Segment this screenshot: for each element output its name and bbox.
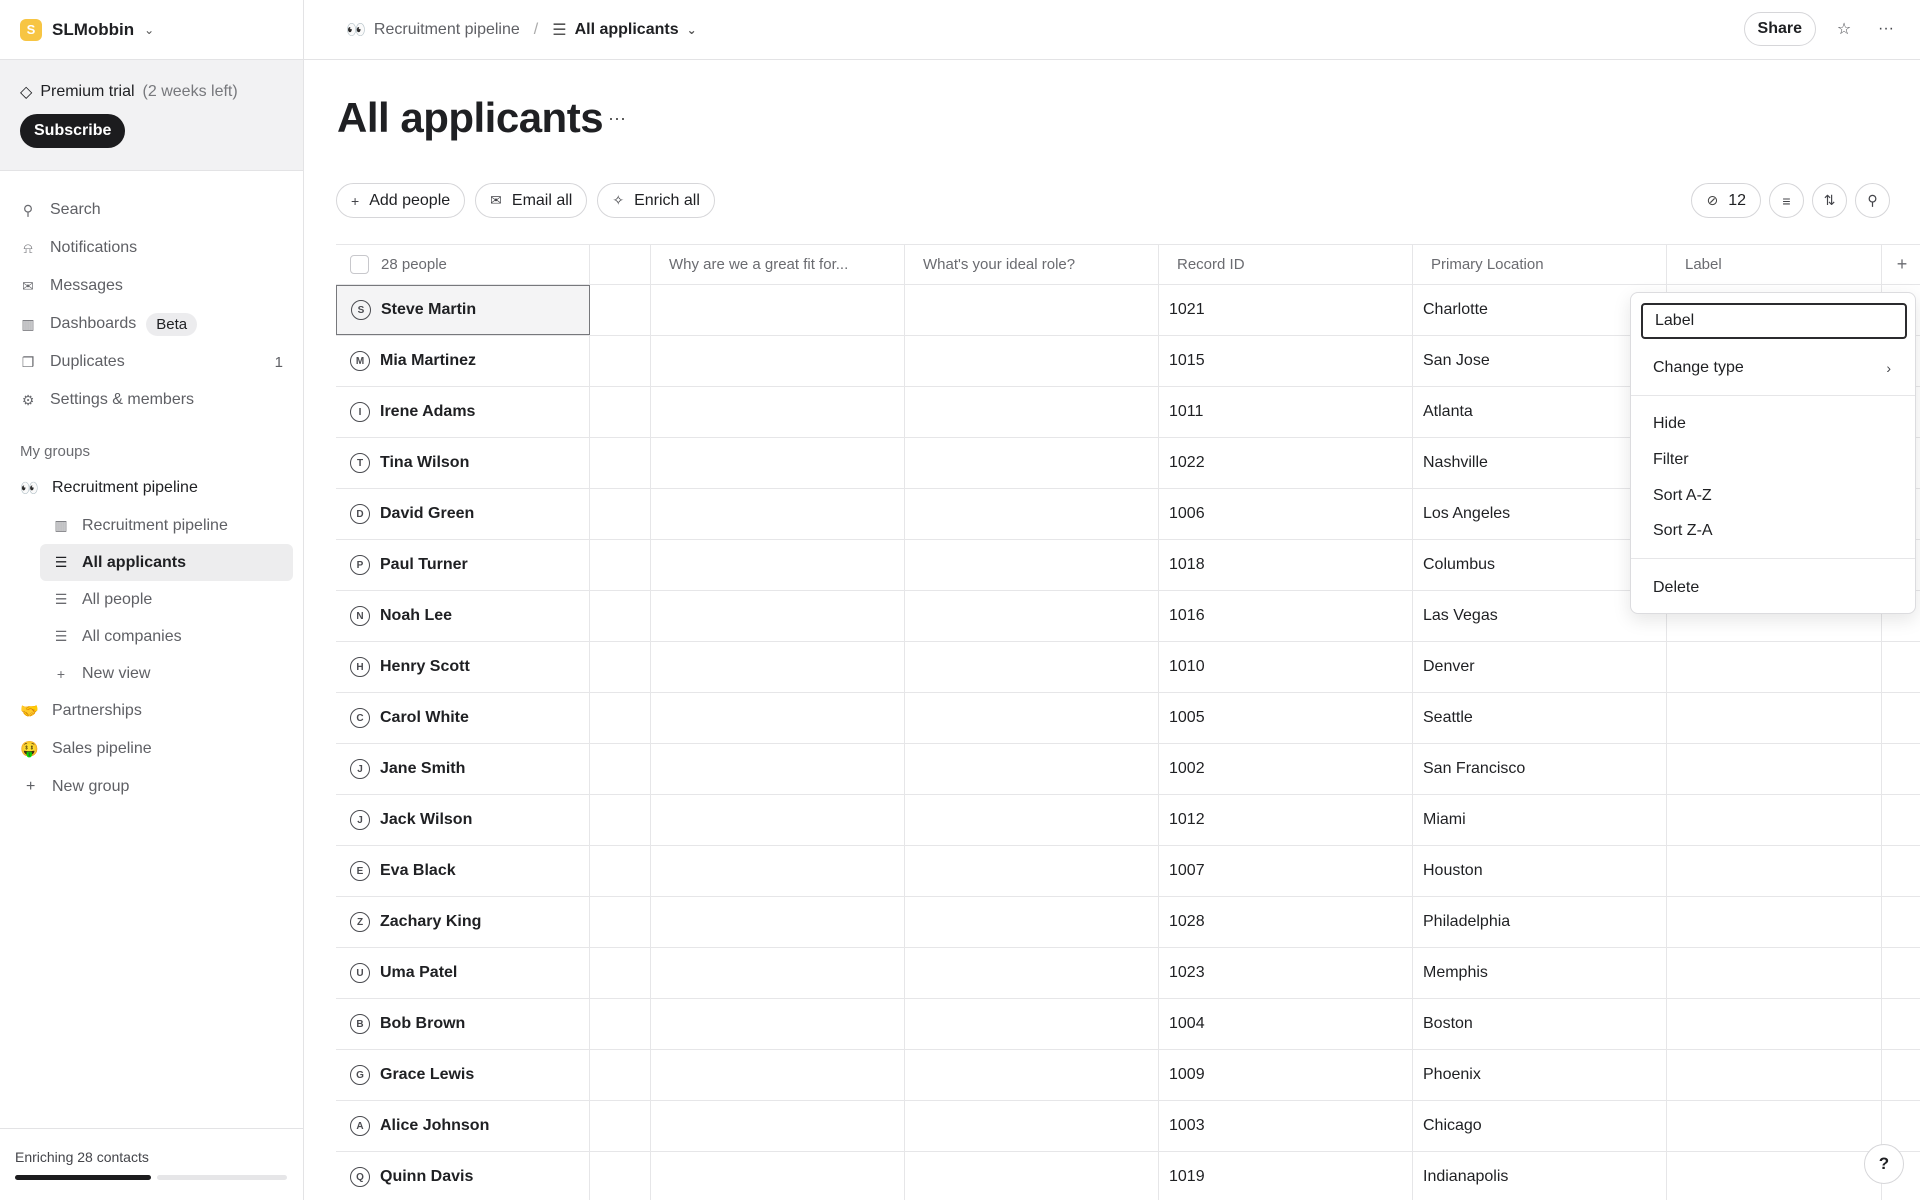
person-name: Grace Lewis (380, 1066, 475, 1083)
ideal-role-cell[interactable] (905, 387, 1159, 437)
sort-icon[interactable]: ⇅ (1812, 183, 1847, 218)
ideal-role-cell[interactable] (905, 1152, 1159, 1200)
workspace-name: SLMobbin (52, 19, 135, 39)
blank-cell[interactable] (590, 1101, 651, 1151)
search-icon: ⚲ (22, 201, 34, 218)
breadcrumb-current-label: All applicants (574, 20, 679, 38)
person-name: Quinn Davis (380, 1168, 474, 1185)
view-item-label: All applicants (82, 553, 187, 571)
table-row[interactable] (336, 693, 1920, 744)
table-row[interactable] (336, 1050, 1920, 1101)
main-nav (0, 171, 303, 419)
workspace-logo: S (20, 19, 42, 41)
great-fit-cell[interactable] (651, 540, 905, 590)
breadcrumb-separator: / (533, 20, 539, 38)
primary-location-cell[interactable]: Los Angeles (1413, 489, 1667, 539)
eye-off-icon: ⊘ (1706, 192, 1719, 208)
great-fit-cell[interactable] (651, 1101, 905, 1151)
nav-item-label: Dashboards (50, 315, 137, 332)
board-view-icon: ▥ (54, 517, 68, 533)
table-row[interactable] (336, 744, 1920, 795)
change-type-label: Change type (1653, 359, 1744, 376)
blank-cell[interactable] (590, 540, 651, 590)
person-name: Tina Wilson (380, 454, 470, 471)
eyes-emoji-icon: 👀 (20, 480, 39, 497)
delete-menu-item[interactable]: Delete (1653, 579, 1700, 596)
person-name: Noah Lee (380, 607, 453, 624)
record-id-cell[interactable]: 1006 (1159, 489, 1413, 539)
blank-cell[interactable] (590, 336, 651, 386)
ideal-role-cell[interactable] (905, 489, 1159, 539)
blank-cell[interactable] (590, 744, 651, 794)
record-id-cell[interactable]: 1005 (1159, 693, 1413, 743)
ideal-role-cell[interactable] (905, 1050, 1159, 1100)
view-controls (1691, 183, 1890, 218)
header-ideal-role[interactable]: What's your ideal role? (905, 245, 1159, 284)
avatar: Q (350, 1167, 370, 1187)
people-count: 28 people (381, 256, 447, 273)
groups-heading: My groups (20, 443, 91, 460)
person-name-cell[interactable] (336, 387, 590, 437)
table-row[interactable] (336, 795, 1920, 846)
label-cell[interactable] (1667, 1101, 1882, 1151)
view-item-label: All people (82, 590, 153, 608)
table-row[interactable] (336, 897, 1920, 948)
avatar: I (350, 402, 370, 422)
blank-cell[interactable] (590, 1050, 651, 1100)
nav-item-duplicates[interactable] (0, 343, 303, 381)
label-cell[interactable] (1667, 999, 1882, 1049)
great-fit-cell[interactable] (651, 285, 905, 335)
table-row[interactable] (336, 846, 1920, 897)
add-people-button[interactable] (336, 183, 465, 218)
person-name-cell[interactable] (336, 336, 590, 386)
record-id-cell[interactable]: 1021 (1159, 285, 1413, 335)
avatar: T (350, 453, 370, 473)
person-name: Henry Scott (380, 658, 470, 675)
workspace-switcher[interactable] (0, 0, 303, 60)
money-face-emoji-icon: 🤑 (20, 741, 39, 758)
primary-location-cell[interactable]: Atlanta (1413, 387, 1667, 437)
table-row[interactable] (336, 948, 1920, 999)
avatar: U (350, 963, 370, 983)
blank-cell[interactable] (590, 1152, 651, 1200)
avatar: G (350, 1065, 370, 1085)
progress-done (15, 1175, 151, 1180)
blank-cell[interactable] (590, 591, 651, 641)
nav-item-label: Settings & members (50, 391, 195, 408)
bell-icon: ⍾ (23, 239, 33, 256)
record-id-cell[interactable]: 1002 (1159, 744, 1413, 794)
ideal-role-cell[interactable] (905, 744, 1159, 794)
view-item-all-applicants[interactable] (40, 544, 293, 581)
plus-icon: + (26, 778, 36, 795)
person-name: David Green (380, 505, 475, 522)
primary-location-cell[interactable]: Seattle (1413, 693, 1667, 743)
ideal-role-cell[interactable] (905, 846, 1159, 896)
person-name-cell[interactable] (336, 1050, 590, 1100)
topbar-actions (1744, 12, 1900, 46)
primary-location-cell[interactable]: Miami (1413, 795, 1667, 845)
person-name-cell[interactable] (336, 846, 590, 896)
ideal-role-cell[interactable] (905, 1101, 1159, 1151)
table-view-icon: ☰ (54, 591, 68, 607)
ideal-role-cell[interactable] (905, 336, 1159, 386)
blank-cell[interactable] (590, 693, 651, 743)
great-fit-cell[interactable] (651, 948, 905, 998)
enrich-all-label: Enrich all (634, 191, 700, 209)
ideal-role-cell[interactable] (905, 591, 1159, 641)
ideal-role-cell[interactable] (905, 540, 1159, 590)
record-id-cell[interactable]: 1010 (1159, 642, 1413, 692)
nav-item-dashboards[interactable] (0, 305, 303, 343)
person-name-cell[interactable] (336, 540, 590, 590)
record-id-cell[interactable]: 1007 (1159, 846, 1413, 896)
duplicates-count: 1 (274, 353, 283, 371)
blank-cell[interactable] (590, 489, 651, 539)
record-id-cell[interactable]: 1028 (1159, 897, 1413, 947)
primary-location-cell[interactable]: Boston (1413, 999, 1667, 1049)
person-name: Carol White (380, 709, 469, 726)
ideal-role-cell[interactable] (905, 795, 1159, 845)
primary-location-cell[interactable]: Charlotte (1413, 285, 1667, 335)
hide-menu-item[interactable]: Hide (1653, 415, 1686, 432)
search-icon[interactable]: ⚲ (1855, 183, 1890, 218)
progress-remaining (157, 1175, 287, 1180)
view-item-all-people[interactable] (40, 581, 293, 618)
primary-location-cell[interactable]: San Jose (1413, 336, 1667, 386)
group-sales-pipeline[interactable] (0, 730, 303, 768)
add-people-label: Add people (369, 191, 451, 209)
person-name-cell[interactable] (336, 744, 590, 794)
sort-za-menu-item[interactable]: Sort Z-A (1653, 522, 1713, 539)
ideal-role-cell[interactable] (905, 285, 1159, 335)
view-item-label: All companies (82, 627, 182, 645)
person-name: Eva Black (380, 862, 456, 879)
sort-az-menu-item[interactable]: Sort A-Z (1653, 487, 1712, 504)
filter-menu-item[interactable]: Filter (1653, 451, 1689, 468)
group-label: Recruitment pipeline (52, 479, 198, 496)
premium-trial-banner (0, 60, 303, 171)
nav-item-settings-members[interactable] (0, 381, 303, 419)
record-id-cell[interactable]: 1003 (1159, 1101, 1413, 1151)
filter-icon[interactable]: ≡ (1769, 183, 1804, 218)
header-label[interactable]: Label (1667, 245, 1882, 284)
person-name-cell[interactable] (336, 438, 590, 488)
group-partnerships[interactable] (0, 692, 303, 730)
avatar: B (350, 1014, 370, 1034)
breadcrumb-parent[interactable] (346, 20, 520, 40)
avatar: C (350, 708, 370, 728)
great-fit-cell[interactable] (651, 897, 905, 947)
add-column-button[interactable]: + (1896, 254, 1908, 274)
change-type-menu-item[interactable] (1631, 351, 1915, 385)
chart-icon: ▥ (21, 315, 35, 332)
plus-icon: + (351, 192, 360, 209)
ideal-role-cell[interactable] (905, 897, 1159, 947)
primary-location-cell[interactable]: Denver (1413, 642, 1667, 692)
avatar: M (350, 351, 370, 371)
primary-location-cell[interactable]: Columbus (1413, 540, 1667, 590)
record-id-cell[interactable]: 1015 (1159, 336, 1413, 386)
record-id-cell[interactable]: 1004 (1159, 999, 1413, 1049)
person-name-cell[interactable] (336, 489, 590, 539)
table-row[interactable] (336, 1152, 1920, 1200)
more-options-icon[interactable]: ··· (1878, 20, 1894, 37)
blank-cell[interactable] (590, 387, 651, 437)
nav-item-label: Notifications (50, 239, 138, 256)
record-id-cell[interactable]: 1019 (1159, 1152, 1413, 1200)
email-all-button[interactable] (475, 183, 587, 218)
enrich-progress-bar (15, 1175, 287, 1180)
person-name: Paul Turner (380, 556, 468, 573)
enrich-all-button[interactable] (597, 183, 715, 218)
label-cell[interactable] (1667, 1152, 1882, 1200)
star-icon[interactable]: ☆ (1836, 21, 1852, 38)
breadcrumb-parent-label: Recruitment pipeline (373, 20, 520, 38)
gear-icon: ⚙ (21, 391, 35, 408)
person-name: Bob Brown (380, 1015, 466, 1032)
eyes-emoji-icon: 👀 (346, 21, 366, 39)
label-cell[interactable] (1667, 693, 1882, 743)
label-cell[interactable] (1667, 846, 1882, 896)
blank-cell[interactable] (590, 285, 651, 335)
table-row[interactable] (336, 642, 1920, 693)
person-name-cell[interactable] (336, 948, 590, 998)
nav-item-messages[interactable] (0, 267, 303, 305)
blank-cell[interactable] (590, 897, 651, 947)
great-fit-cell[interactable] (651, 336, 905, 386)
great-fit-cell[interactable] (651, 387, 905, 437)
table-view-icon: ☰ (552, 21, 567, 39)
nav-item-label: Search (50, 201, 101, 218)
primary-location-cell[interactable]: Memphis (1413, 948, 1667, 998)
record-id-cell[interactable]: 1009 (1159, 1050, 1413, 1100)
avatar: N (350, 606, 370, 626)
subscribe-button[interactable]: Subscribe (20, 114, 125, 148)
primary-location-cell[interactable]: Phoenix (1413, 1050, 1667, 1100)
person-name: Mia Martinez (380, 352, 477, 369)
ideal-role-cell[interactable] (905, 642, 1159, 692)
view-item-label: Recruitment pipeline (82, 516, 228, 534)
nav-item-search[interactable] (0, 191, 303, 229)
diamond-icon: ◇ (20, 84, 33, 101)
menu-divider (1631, 558, 1915, 559)
person-name-cell[interactable] (336, 795, 590, 845)
group-views (0, 507, 303, 692)
header-great-fit[interactable]: Why are we a great fit for... (651, 245, 905, 284)
trial-info (20, 82, 283, 102)
great-fit-cell[interactable] (651, 1152, 905, 1200)
help-button[interactable]: ? (1864, 1144, 1904, 1184)
ideal-role-cell[interactable] (905, 438, 1159, 488)
record-id-cell[interactable]: 1016 (1159, 591, 1413, 641)
group-label: Sales pipeline (52, 740, 152, 757)
view-item-recruitment-pipeline[interactable] (40, 507, 293, 544)
great-fit-cell[interactable] (651, 591, 905, 641)
blank-cell[interactable] (590, 846, 651, 896)
column-context-menu (1630, 292, 1916, 614)
avatar: H (350, 657, 370, 677)
email-all-label: Email all (511, 191, 573, 209)
new-group-label: New group (52, 778, 130, 795)
blank-cell[interactable] (590, 999, 651, 1049)
select-all-checkbox[interactable] (350, 255, 369, 274)
ideal-role-cell[interactable] (905, 999, 1159, 1049)
record-id-cell[interactable]: 1018 (1159, 540, 1413, 590)
great-fit-cell[interactable] (651, 438, 905, 488)
blank-cell[interactable] (590, 948, 651, 998)
great-fit-cell[interactable] (651, 744, 905, 794)
title-more-icon[interactable]: ··· (608, 108, 626, 128)
table-view-icon: ☰ (54, 554, 68, 570)
ideal-role-cell[interactable] (905, 693, 1159, 743)
avatar: J (350, 810, 370, 830)
handshake-emoji-icon: 🤝 (20, 703, 39, 720)
chevron-down-icon: ⌄ (686, 22, 697, 37)
avatar: A (350, 1116, 370, 1136)
primary-location-cell[interactable]: Indianapolis (1413, 1152, 1667, 1200)
primary-location-cell[interactable]: Chicago (1413, 1101, 1667, 1151)
person-name-cell[interactable] (336, 1101, 590, 1151)
table-row[interactable] (336, 999, 1920, 1050)
avatar: D (350, 504, 370, 524)
trial-label: Premium trial (40, 83, 135, 100)
person-name-cell[interactable] (336, 693, 590, 743)
primary-location-cell[interactable]: Philadelphia (1413, 897, 1667, 947)
person-name: Jane Smith (380, 760, 466, 777)
great-fit-cell[interactable] (651, 846, 905, 896)
record-id-cell[interactable]: 1012 (1159, 795, 1413, 845)
avatar: J (350, 759, 370, 779)
table-header-row (336, 244, 1920, 285)
person-name-cell[interactable] (336, 897, 590, 947)
magic-wand-icon: ✧ (612, 192, 625, 208)
label-cell[interactable] (1667, 897, 1882, 947)
beta-badge: Beta (146, 313, 197, 336)
person-name: Irene Adams (380, 403, 476, 420)
person-name-cell[interactable] (336, 591, 590, 641)
chevron-down-icon: ⌄ (144, 22, 155, 37)
primary-location-cell[interactable]: Houston (1413, 846, 1667, 896)
duplicate-icon: ❐ (21, 353, 35, 370)
group-label: Partnerships (52, 702, 142, 719)
label-cell[interactable] (1667, 744, 1882, 794)
avatar: P (350, 555, 370, 575)
menu-divider (1631, 395, 1915, 396)
hidden-fields-count: 12 (1728, 191, 1746, 209)
share-button[interactable]: Share (1744, 12, 1816, 46)
action-toolbar (336, 183, 715, 218)
new-group-button[interactable] (0, 768, 303, 806)
sidebar (0, 0, 304, 1200)
view-item-label: New view (82, 664, 151, 682)
mail-icon: ✉ (490, 192, 502, 208)
header-primary-location[interactable]: Primary Location (1413, 245, 1667, 284)
trial-remaining: (2 weeks left) (142, 83, 238, 100)
primary-location-cell[interactable]: Las Vegas (1413, 591, 1667, 641)
person-name: Alice Johnson (380, 1117, 490, 1134)
enrich-status (0, 1128, 303, 1200)
enrich-label: Enriching 28 contacts (15, 1149, 149, 1165)
record-id-cell[interactable]: 1011 (1159, 387, 1413, 437)
nav-item-label: Messages (50, 277, 123, 294)
header-record-id[interactable]: Record ID (1159, 245, 1413, 284)
primary-location-cell[interactable]: Nashville (1413, 438, 1667, 488)
person-name: Uma Patel (380, 964, 458, 981)
record-id-cell[interactable]: 1023 (1159, 948, 1413, 998)
person-name: Zachary King (380, 913, 482, 930)
chevron-right-icon: › (1886, 360, 1891, 376)
person-name-cell[interactable] (336, 642, 590, 692)
person-name: Jack Wilson (380, 811, 473, 828)
great-fit-cell[interactable] (651, 795, 905, 845)
avatar: Z (350, 912, 370, 932)
column-name-input[interactable]: Label (1641, 303, 1907, 339)
plus-icon: + (56, 665, 66, 682)
hidden-fields-button[interactable] (1691, 183, 1761, 218)
person-name: Steve Martin (381, 301, 477, 318)
header-select-all[interactable] (336, 245, 590, 284)
breadcrumb-current[interactable] (552, 20, 696, 40)
nav-item-label: Duplicates (50, 353, 125, 370)
great-fit-cell[interactable] (651, 693, 905, 743)
person-name-cell[interactable] (336, 1152, 590, 1200)
blank-cell[interactable] (590, 438, 651, 488)
label-cell[interactable] (1667, 795, 1882, 845)
topbar (304, 0, 1920, 60)
person-name-cell[interactable] (336, 999, 590, 1049)
label-cell[interactable] (1667, 642, 1882, 692)
view-item-new-view[interactable] (40, 655, 293, 692)
great-fit-cell[interactable] (651, 489, 905, 539)
label-cell[interactable] (1667, 1050, 1882, 1100)
avatar: S (351, 300, 371, 320)
blank-cell[interactable] (590, 795, 651, 845)
great-fit-cell[interactable] (651, 999, 905, 1049)
nav-item-notifications[interactable] (0, 229, 303, 267)
table-view-icon: ☰ (54, 628, 68, 644)
header-blank (590, 245, 651, 284)
ideal-role-cell[interactable] (905, 948, 1159, 998)
page-title: All applicants (337, 94, 604, 141)
view-item-all-companies[interactable] (40, 618, 293, 655)
record-id-cell[interactable]: 1022 (1159, 438, 1413, 488)
group-recruitment-pipeline[interactable] (0, 469, 303, 507)
label-cell[interactable] (1667, 948, 1882, 998)
avatar: E (350, 861, 370, 881)
great-fit-cell[interactable] (651, 642, 905, 692)
mail-icon: ✉ (22, 277, 34, 294)
primary-location-cell[interactable]: San Francisco (1413, 744, 1667, 794)
blank-cell[interactable] (590, 642, 651, 692)
person-name-cell[interactable] (336, 285, 590, 335)
table-row[interactable] (336, 1101, 1920, 1152)
great-fit-cell[interactable] (651, 1050, 905, 1100)
